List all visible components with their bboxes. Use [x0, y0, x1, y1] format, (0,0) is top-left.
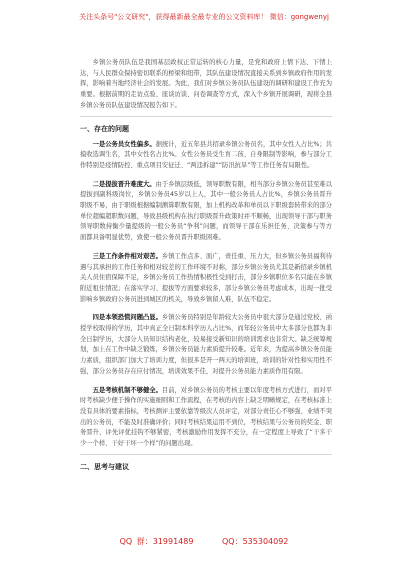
document-page	[80, 58, 332, 478]
issue-lead: 三是工作条件相对艰苦。	[92, 252, 162, 260]
issue-lead: 二是提拔晋升难度大。	[92, 180, 156, 188]
issue-paragraph	[80, 180, 332, 244]
issue-paragraph	[80, 252, 332, 306]
issue-paragraph	[80, 140, 332, 172]
issue-text: 目前，对乡镇公务员的考核主要以年度考核方式进行，而对平时考核缺少便于操作的实施细则和工作流程，在考核的内容上缺乏明晰规定，在考核标准上没有具体的要素指标，考核测评主要依靠等级次人员评定，对部分责任心不够强、业绩不突出的公务员，不能及时准确评价；同时考核结果运用不到位，考核结果与公务员的奖金、职务晋升、评先评优挂钩不够紧密，考核激励作用发挥不充分，在一定程度上导致了“干多干少一个样、干好干坏一个样”的问题出现。	[80, 386, 333, 448]
issue-text: 由于乡镇层级低，领导职数有限，相当部分乡镇公务员甚至难以提拔到副科级岗位，乡镇公务员45岁以上人，其中一般公务员人占比%，乡镇公务员晋升职级不易，由于职级根据编制测算职数有限，加上机构改革和单员以下职级套转带来的部分单位超编超职数问题，导致县级机构在执行职级晋升政策时并不顺畅，出现领导干部与职务领导职数持衡少量提级的一般公务员“争利”问题，而领导干部在乐担任务、决策参与等方面都具备明显优势，致使一般公务员晋升职级困难。	[80, 180, 333, 242]
issue-lead: 五是考核机制不够健全。	[92, 386, 162, 394]
section-heading-suggestions: 二、思考与建议	[80, 462, 129, 471]
section-heading-problems: 一、存在的问题	[80, 124, 129, 133]
issue-paragraph	[80, 313, 332, 377]
qq-text: QQ：535304092	[222, 537, 289, 546]
banner-text: 关注头条号"公文研究"，获得最新最全最专业的公文资料库！ 微信：gongwenyj	[79, 13, 329, 21]
intro-paragraph: 乡镇公务员队伍是我国基层政权正常运转的核心力量，是党和政府上情下达、下情上达，与人民群众保持密切联系的桥梁和纽带，其队伍建设情况直接关系到乡镇政府作用的发挥，影响着当地经济社会的发展。为此，我们对乡镇公务员队伍建设的调研和建设工作充为重要。根据前期的走访点验、座谈访谈、问卷调查等方式，深入个乡镇开展调研，现将全县乡镇公务员队伍建设情况报告如下。	[80, 59, 332, 109]
issue-text: 乡镇工作点多、面广，责任重、压力大，但乡镇公务员福利待遇与其承担的工作任务和相对较差的工作环境不对称，部分乡镇公务员尤其是新招录乡镇机关人员住宿保障不足，乡镇公务员工作热情积极性受到打击，部分乡镇职位多名只能在乡镇附近租住情况；在落实学习、提拔等方面要求较多，部分乡镇公务员考虑成本，出现一批受影响乡镇政府公务员进到城区的机关，导致乡镇留人难、队伍不稳定。	[80, 252, 333, 303]
issue-text: 乡镇公务员特别是年龄较大公务员中很大部分是通过党校、函授学校取得的学历，其中真正全日制本科学历人占比%，而年轻公务员中大多部分也都为非全日制学历，大部分人员知识结构老化，较易接受新知识的培训需求也非常大。缺乏统筹规划，加上在工作中缺乏锻炼，乡镇公务员能力素质提升较难。近年来，为提高乡镇公务员能力素质，组织部门加大了培训力度，但很多是开一两天的培训班，培训的针对性和实用性不强，部分公务员存在应付情况，培训效果不佳，对提升公务员能力素质作用有限。	[80, 314, 333, 375]
issue-lead: 四是本领恐慌问题凸显。	[92, 314, 162, 322]
top-banner	[0, 0, 408, 50]
issue-text: 据统计，近五年县共招录乡镇公务员名，其中女性人占比%；共摸收选调生名，其中女性名占比%。女性公务员受生育二孩、自身限制等影响，参与部分工作特别是疫情防控、重点项目安征迁、“两违拆建”“防汛抗旱”等工作任务有局限性。	[80, 140, 333, 169]
qq-group-text: QQ 群：31991489	[119, 537, 194, 546]
section-divider	[80, 454, 332, 455]
section-divider	[80, 116, 332, 117]
issue-paragraph	[80, 386, 332, 450]
issue-lead: 一是公务员女性偏多。	[92, 140, 156, 148]
footer-contact	[0, 536, 408, 547]
